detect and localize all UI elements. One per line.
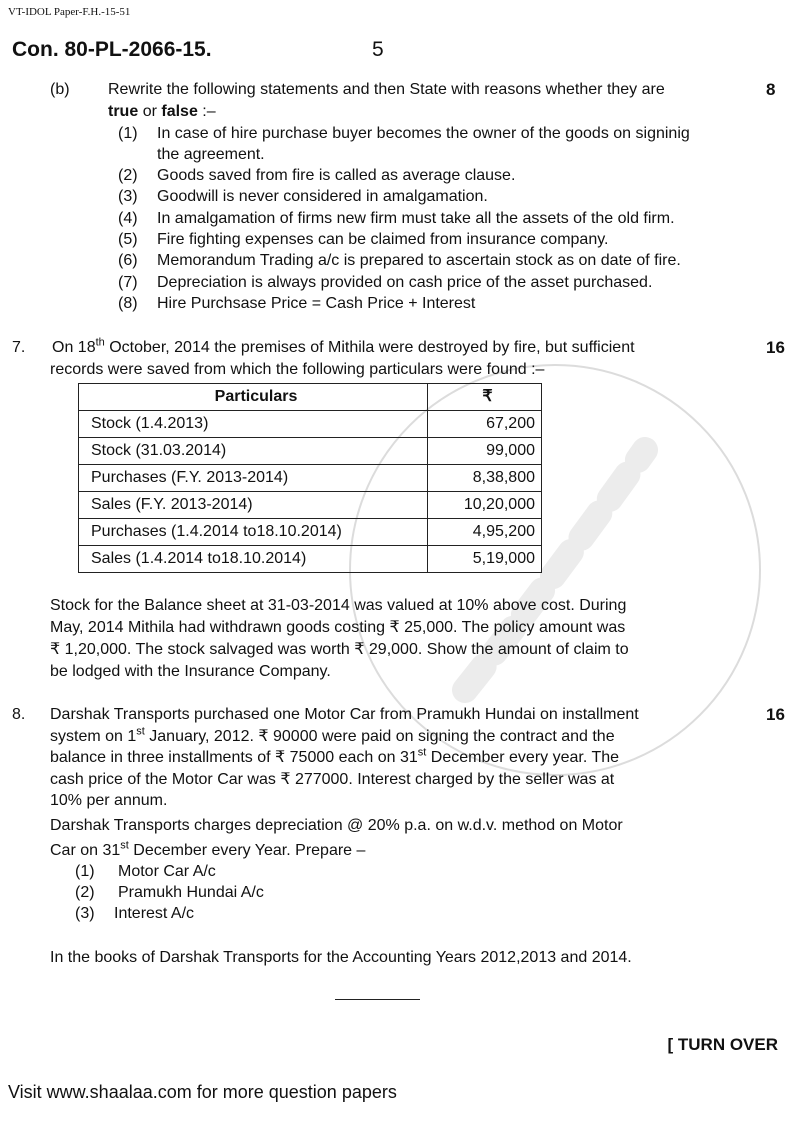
paper-ref: VT-IDOL Paper-F.H.-15-51 <box>8 6 131 18</box>
item-text: Pramukh Hundai A/c <box>118 884 264 901</box>
q7-marks: 16 <box>766 338 785 357</box>
footer-link[interactable]: Visit www.shaalaa.com for more question papers <box>8 1082 397 1102</box>
divider <box>335 999 420 1000</box>
item-number: (8) <box>118 295 138 312</box>
item-text: In case of hire purchase buyer becomes the owner of the goods on signinig <box>157 125 690 142</box>
q8-line: Darshak Transports charges depreciation @ 20% p.a. on w.d.v. method on Motor <box>50 817 623 834</box>
item-number: (3) <box>118 188 138 205</box>
page-number: 5 <box>372 38 384 61</box>
item-text: In amalgamation of firms new firm must take all the assets of the old firm. <box>157 210 675 227</box>
item-text: Motor Car A/c <box>118 863 216 880</box>
qb-text: Rewrite the following statements and then State with reasons whether they are <box>108 81 665 98</box>
q7-para: May, 2014 Mithila had withdrawn goods costing ₹ 25,000. The policy amount was <box>50 619 626 636</box>
item-number: (5) <box>118 231 138 248</box>
q8-line: Car on 31st December every Year. Prepare – <box>50 839 366 859</box>
q7-number: 7. <box>12 339 26 356</box>
true-word: true <box>108 103 139 120</box>
qb-label: (b) <box>50 81 70 98</box>
q8-line: 10% per annum. <box>50 792 168 809</box>
q8-number: 8. <box>12 706 26 723</box>
item-number: (6) <box>118 252 138 269</box>
item-text: the agreement. <box>157 146 265 163</box>
q8-line: system on 1st January, 2012. ₹ 90000 were paid on signing the contract and the <box>50 725 615 745</box>
q8-marks: 16 <box>766 705 785 724</box>
or-word: or <box>142 103 157 120</box>
item-text: Interest A/c <box>114 905 195 922</box>
item-text: Goods saved from fire is called as average clause. <box>157 167 516 184</box>
q7-line1: On 18th October, 2014 the premises of Mithila were destroyed by fire, but sufficient <box>52 336 635 356</box>
qb-marks: 8 <box>766 80 776 99</box>
item-text: Depreciation is always provided on cash price of the asset purchased. <box>157 274 653 291</box>
q7-para: be lodged with the Insurance Company. <box>50 663 331 680</box>
particulars-table <box>78 383 542 573</box>
item-number: (3) <box>75 905 95 922</box>
item-number: (2) <box>118 167 138 184</box>
item-text: Goodwill is never considered in amalgamation. <box>157 188 488 205</box>
turn-over: [ TURN OVER <box>667 1035 778 1054</box>
q8-line: cash price of the Motor Car was ₹ 277000. Interest charged by the seller was at <box>50 771 615 788</box>
item-text: Memorandum Trading a/c is prepared to ascertain stock as on date of fire. <box>157 252 681 269</box>
colon: :– <box>202 103 216 120</box>
item-text: Hire Purchsase Price = Cash Price + Interest <box>157 295 476 312</box>
item-number: (1) <box>118 125 138 142</box>
q8-line: Darshak Transports purchased one Motor Car from Pramukh Hundai on installment <box>50 706 639 723</box>
q7-para: ₹ 1,20,000. The stock salvaged was worth ₹ 29,000. Show the amount of claim to <box>50 641 629 658</box>
false-word: false <box>161 103 198 120</box>
table-row: Sales (F.Y. 2013-2014) 10,20,000 <box>79 492 542 519</box>
q7-line2: records were saved from which the following particulars were found :– <box>50 361 545 378</box>
q8-line: balance in three installments of ₹ 75000 each on 31st December every year. The <box>50 746 620 766</box>
item-number: (2) <box>75 884 95 901</box>
q7-para: Stock for the Balance sheet at 31-03-2014 was valued at 10% above cost. During <box>50 597 627 614</box>
item-number: (1) <box>75 863 95 880</box>
table-row: Purchases (F.Y. 2013-2014) 8,38,800 <box>79 465 542 492</box>
table-row: Stock (1.4.2013) 67,200 <box>79 411 542 438</box>
paper-code: Con. 80-PL-2066-15. <box>12 38 212 61</box>
table-row: Purchases (1.4.2014 to18.10.2014) 4,95,200 <box>79 519 542 546</box>
item-number: (4) <box>118 210 138 227</box>
item-number: (7) <box>118 274 138 291</box>
table-header: Particulars ₹ <box>79 384 542 411</box>
item-text: Fire fighting expenses can be claimed from insurance company. <box>157 231 609 248</box>
table-row: Stock (31.03.2014) 99,000 <box>79 438 542 465</box>
table-row: Sales (1.4.2014 to18.10.2014) 5,19,000 <box>79 546 542 573</box>
q8-closing: In the books of Darshak Transports for the Accounting Years 2012,2013 and 2014. <box>50 949 632 966</box>
